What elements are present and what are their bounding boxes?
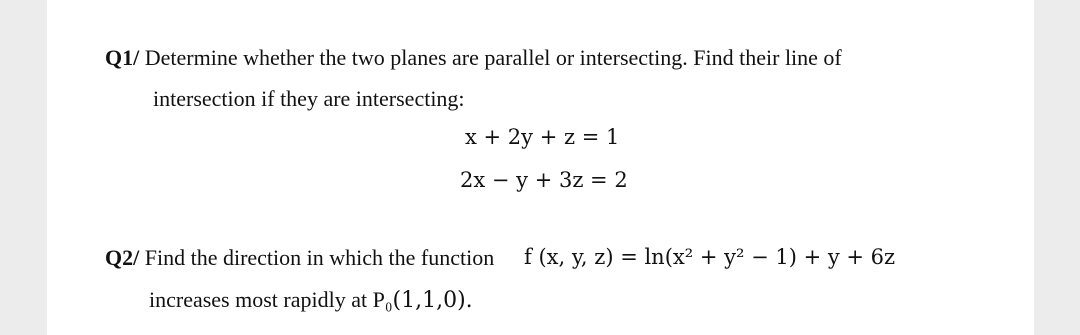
q2-label: Q2/ <box>105 245 140 270</box>
point-coordinates: (1,1,0). <box>392 288 473 313</box>
q2-second-line <box>149 289 473 312</box>
q2-text-line1: Find the direction in which the function <box>139 245 495 270</box>
plane-equation-2: 2x − y + 3z = 2 <box>460 168 628 192</box>
point-label: P₀ <box>372 287 393 312</box>
q1-text-line2: intersection if they are intersecting: <box>153 86 465 111</box>
q2-first-line <box>105 247 494 269</box>
document-page <box>47 0 1034 335</box>
plane-equation-1: x + 2y + z = 1 <box>465 125 620 149</box>
q1-label: Q1/ <box>105 45 140 70</box>
q2-text-line2-prefix: increases most rapidly at <box>149 287 373 312</box>
q1-first-line <box>105 47 842 69</box>
q2-function: f (x, y, z) = ln(x² + y² − 1) + y + 6z <box>524 245 896 269</box>
q1-text-line1: Determine whether the two planes are parallel or intersecting. Find their line of <box>139 45 842 70</box>
